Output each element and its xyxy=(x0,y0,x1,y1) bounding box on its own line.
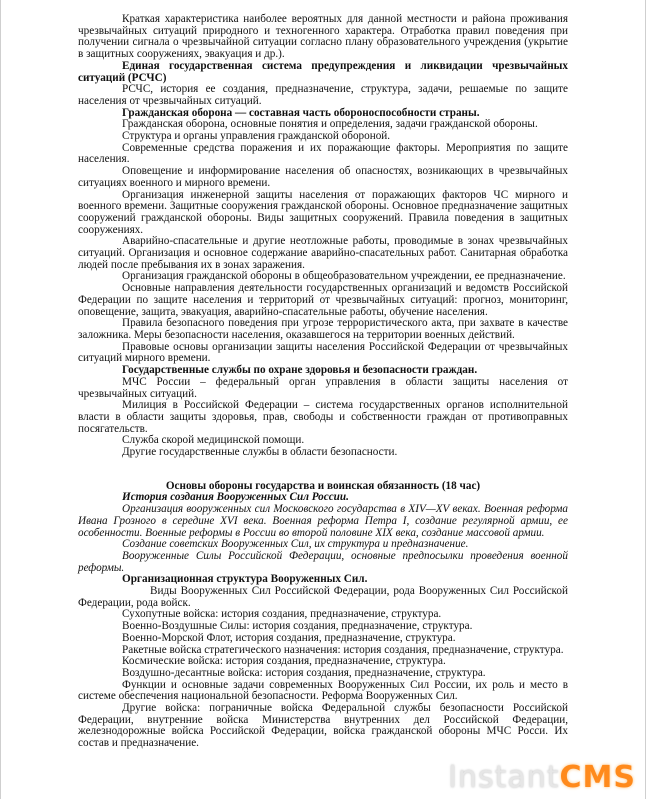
paragraph: Организация вооруженных сил Московского государства в XIV—XV веках. Военная реформа Ивана Грозного в середине XVI века. Военная реформа Петра I, создание регулярной армии, ее особенности. Военные реформы в России во второй половине XIX века, создание массовой армии. xyxy=(78,503,568,539)
paragraph: Основные направления деятельности государственных организаций и ведомств Российской Федерации по защите населения и территорий от чрезвычайных ситуаций: прогноз, мониторинг, оповещение, защита, эвакуация, аварийно-спасательные работы, обучение населения. xyxy=(78,282,568,318)
subsection-heading: Единая государственная система предупреждения и ликвидации чрезвычайных ситуаций (РСЧС) xyxy=(78,59,568,84)
paragraph: Военно-Воздушные Силы: история создания, предназначение, структура. xyxy=(122,620,473,633)
paragraph: Правовые основы организации защиты населения Российской Федерации от чрезвычайных ситуаций мирного времени. xyxy=(78,340,568,365)
watermark-text-instant: Instant xyxy=(448,760,560,795)
watermark-logo xyxy=(448,760,636,795)
page-left-edge xyxy=(0,0,1,799)
paragraph: Другие войска: пограничные войска Федеральной службы безопасности Российской Федерации, внутренние войска Министерства внутренних дел Российской Федерации, железнодорожные войска Российской Федерации, войска гражданской обороны МЧС Росси. Их состав и предназначение. xyxy=(78,702,568,750)
paragraph: Оповещение и информирование населения об опасностях, возникающих в чрезвычайных ситуациях военного и мирного времени. xyxy=(78,165,568,189)
subsection-heading: Гражданская оборона — составная часть обороноспособности страны. xyxy=(122,106,480,119)
paragraph: Ракетные войска стратегического назначения: история создания, предназначение, структура. xyxy=(122,643,564,656)
paragraph: Функции и основные задачи современных Вооруженных Сил России, их роль и место в системе обеспечения национальной безопасности. Реформа Вооруженных Сил. xyxy=(78,678,568,703)
paragraph: Милиция в Российской Федерации – система государственных органов исполнительной власти в области защиты здоровья, прав, свободы и собственности граждан от противоправных посягательств. xyxy=(78,399,568,435)
subsection-heading: Государственные службы по охране здоровья и безопасности граждан. xyxy=(122,364,478,377)
paragraph: Виды Вооруженных Сил Российской Федерации, рода Вооруженных Сил Российской Федерации, рода войск. xyxy=(78,585,568,609)
subsection-heading: История создания Вооруженных Сил России. xyxy=(122,491,349,504)
paragraph: Служба скорой медицинской помощи. xyxy=(122,434,305,447)
paragraph: Краткая характеристика наиболее вероятных для данной местности и района проживания чрезвычайных ситуаций природного и техногенного характера. Отработка правил поведения при получении сигнала о чрезвычайной ситуации согласно плану образовательного учреждения (укрытие в защитных сооружениях, эвакуация и др.). xyxy=(78,13,568,61)
paragraph: Организация инженерной защиты населения от поражающих факторов ЧС мирного и военного времени. Защитные сооружения гражданской обороны. Основное предназначение защитных сооружений гражданской обороны. Виды защитных сооружений. Правила поведения в защитных сооружениях. xyxy=(78,188,568,236)
paragraph: Космические войска: история создания, предназначение, структура. xyxy=(122,655,446,668)
paragraph: Современные средства поражения и их поражающие факторы. Мероприятия по защите населения. xyxy=(78,141,568,166)
document-body xyxy=(78,14,568,750)
paragraph: Организация гражданской обороны в общеобразовательном учреждении, ее предназначение. xyxy=(122,270,566,283)
paragraph: Гражданская оборона, основные понятия и определения, задачи гражданской обороны. xyxy=(122,118,538,131)
paragraph: Структура и органы управления гражданской обороной. xyxy=(122,130,391,143)
watermark-text-cms: CMS xyxy=(559,760,636,795)
paragraph: МЧС России – федеральный орган управления в области защиты населения от чрезвычайных ситуаций. xyxy=(78,375,568,400)
paragraph-spacer xyxy=(78,459,568,475)
section-heading: Основы обороны государства и воинская обязанность (18 час) xyxy=(165,479,481,492)
paragraph: Воздушно-десантные войска: история создания, предназначение, структура. xyxy=(122,666,486,679)
paragraph: РСЧС, история ее создания, предназначение, структура, задачи, решаемые по защите населения от чрезвычайных ситуаций. xyxy=(78,83,568,107)
paragraph: Правила безопасного поведения при угрозе террористического акта, при захвате в качестве заложника. Меры безопасности населения, оказавшегося на территории военных действий. xyxy=(78,317,568,341)
paragraph: Создание советских Вооруженных Сил, их структура и предназначение. xyxy=(122,538,469,551)
paragraph: Военно-Морской Флот, история создания, предназначение, структура. xyxy=(122,631,456,644)
paragraph: Сухопутные войска: история создания, предназначение, структура. xyxy=(122,608,442,621)
subsection-heading: Организационная структура Вооруженных Сил. xyxy=(122,573,368,586)
paragraph: Другие государственные службы в области безопасности. xyxy=(122,446,398,459)
paragraph: Аварийно-спасательные и другие неотложные работы, проводимые в зонах чрезвычайных ситуаций. Организация и основное содержание аварийно-спасательных работ. Санитарная обработка людей после пребывания их в зонах заражения. xyxy=(78,235,568,271)
paragraph: Вооруженные Силы Российской Федерации, основные предпосылки проведения военной реформы. xyxy=(78,549,568,574)
